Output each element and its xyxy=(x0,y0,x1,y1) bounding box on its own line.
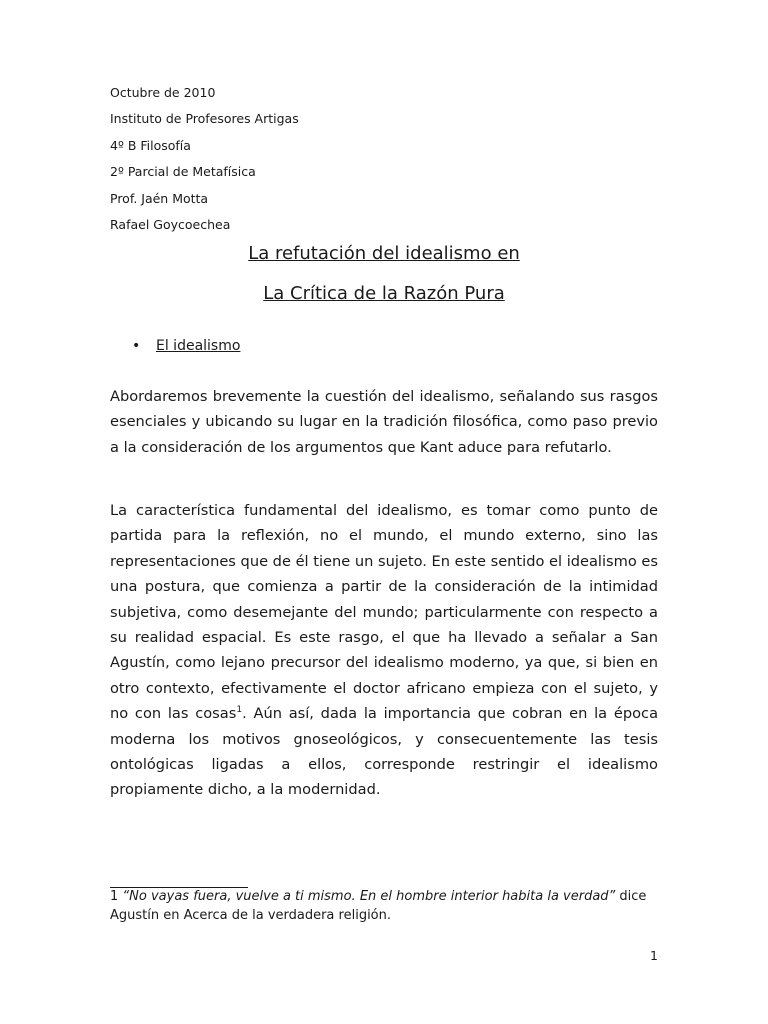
footnote xyxy=(110,861,650,925)
page-number: 1 xyxy=(650,948,658,963)
header-course: 4º B Filosofía xyxy=(110,137,191,153)
section-label: El idealismo xyxy=(156,338,241,354)
bullet-icon: • xyxy=(132,338,141,354)
document-header xyxy=(110,84,299,242)
paragraph-2 xyxy=(110,498,658,803)
header-institution: Instituto de Profesores Artigas xyxy=(110,111,299,127)
header-professor: Prof. Jaén Motta xyxy=(110,190,209,206)
header-date: Octubre de 2010 xyxy=(110,85,216,100)
title-line-2 xyxy=(0,283,768,304)
title-line-1-text: La refutación del idealismo en xyxy=(248,243,520,264)
paragraph-1: Abordaremos brevemente la cuestión del idealismo, señalando sus rasgos esenciales y ubicando su lugar en la tradición filosófica, como paso previo a la consideración de los argumentos que Kant aduce para refutarlo. xyxy=(110,388,658,456)
section-heading xyxy=(132,338,240,354)
footnote-number: 1 xyxy=(110,889,119,904)
title-line-2-text: La Crítica de la Razón Pura xyxy=(263,283,505,304)
footnote-quote: “No vayas fuera, vuelve a ti mismo. En el hombre interior habita la verdad” xyxy=(122,889,616,904)
footnote-reference[interactable]: 1 xyxy=(236,705,243,716)
header-exam: 2º Parcial de Metafísica xyxy=(110,164,256,180)
paragraph-2-text-b: . Aún así, dada la importancia que cobran en la época moderna los motivos gnoseológicos, y consecuentemente las tesis ontológicas ligadas a ellos, corresponde restringir el idealismo propiamente dicho, a la modernidad. xyxy=(110,705,659,799)
paragraph-2-text-a: La característica fundamental del idealismo, es tomar como punto de partida para la reflexión, no el mundo, el mundo externo, sino las representaciones que de él tiene un sujeto. En este sentido el idealismo es una postura, que comienza a partir de la consideración de la intimidad subjetiva, como desemejante del mundo; particularmente con respecto a su realidad espacial. Es este rasgo, el que ha llevado a señalar a San Agustín, como lejano precursor del idealismo moderno, ya que, si bien en otro contexto, efectivamente el doctor africano empieza con el sujeto, y no con las cosas xyxy=(110,502,659,723)
title-line-1 xyxy=(0,243,768,264)
footnote-text: dice Agustín en Acerca de la verdadera religión. xyxy=(110,889,647,923)
header-author: Rafael Goycoechea xyxy=(110,216,231,232)
